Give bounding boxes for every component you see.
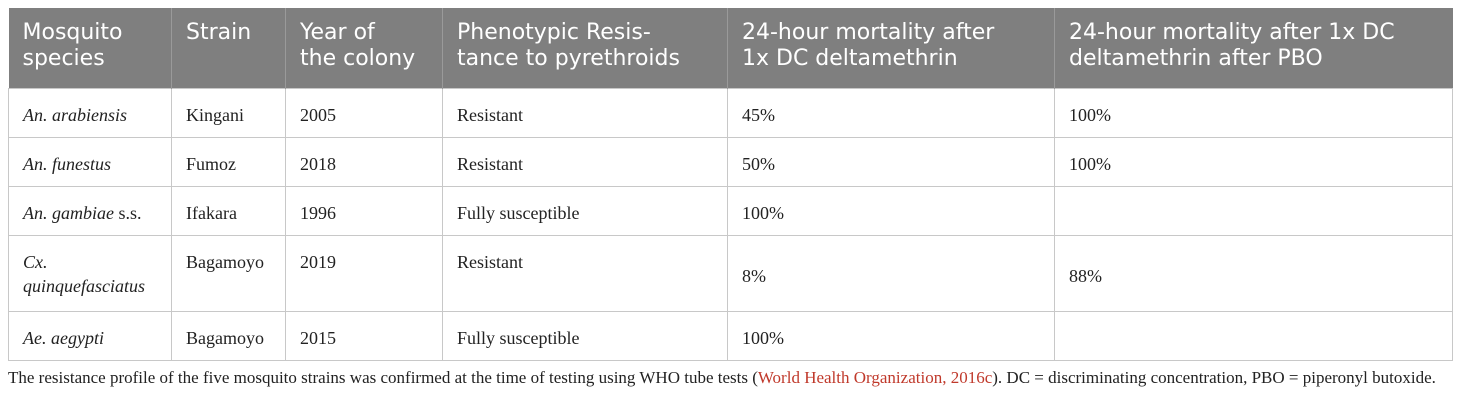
header-resistance: Phenotypic Resis- tance to pyrethroids [443,8,728,89]
species-name: An. arabiensis [23,105,128,125]
cell-species [9,138,172,187]
cell-year: 2019 [286,236,443,312]
table-row [9,312,1453,361]
species-name: An. funestus [23,154,111,174]
cell-species: An. gambiae s.s. [9,187,172,236]
cell-year: 2018 [286,138,443,187]
cell-resistance: Fully susceptible [443,187,728,236]
footnote-text-end: ). DC = discriminating concentration, PBO = piperonyl butoxide. [992,368,1436,387]
cell-mortality-pbo: 88% [1055,236,1453,312]
cell-strain: Kingani [172,89,286,138]
cell-mortality-dc: 100% [728,312,1055,361]
cell-resistance: Resistant [443,89,728,138]
cell-mortality-pbo: 100% [1055,89,1453,138]
header-mortality-pbo: 24-hour mortality after 1x DC deltamethrin after PBO [1055,8,1453,89]
cell-species [9,312,172,361]
cell-year: 2015 [286,312,443,361]
table-container [8,8,1452,361]
cell-resistance: Resistant [443,236,728,312]
cell-species [9,236,172,312]
cell-mortality-pbo [1055,187,1453,236]
table-row [9,89,1453,138]
cell-mortality-pbo [1055,312,1453,361]
footnote-text: The resistance profile of the five mosquito strains was confirmed at the time of testing using WHO tube tests ( [8,368,758,387]
cell-strain: Bagamoyo [172,236,286,312]
cell-resistance: Fully susceptible [443,312,728,361]
table-row [9,236,1453,312]
species-name: An. gambiae [23,203,114,223]
resistance-table [8,8,1453,361]
reference-link[interactable]: World Health Organization, 2016c [757,368,993,387]
cell-mortality-dc: 45% [728,89,1055,138]
species-name: Ae. aegypti [23,328,104,348]
cell-strain: Fumoz [172,138,286,187]
table-header-row [9,8,1453,89]
table-footnote [8,366,1452,390]
cell-strain: Ifakara [172,187,286,236]
species-name: Cx. quinquefasciatus [23,252,145,296]
table-row [9,187,1453,236]
header-year: Year of the colony [286,8,443,89]
cell-mortality-pbo: 100% [1055,138,1453,187]
cell-mortality-dc: 8% [728,236,1055,312]
cell-mortality-dc: 50% [728,138,1055,187]
header-species: Mosquito species [9,8,172,89]
header-strain: Strain [172,8,286,89]
cell-year: 2005 [286,89,443,138]
cell-mortality-dc: 100% [728,187,1055,236]
cell-species [9,89,172,138]
cell-strain: Bagamoyo [172,312,286,361]
header-mortality-dc: 24-hour mortality after 1x DC deltamethrin [728,8,1055,89]
cell-year: 1996 [286,187,443,236]
table-row [9,138,1453,187]
cell-resistance: Resistant [443,138,728,187]
